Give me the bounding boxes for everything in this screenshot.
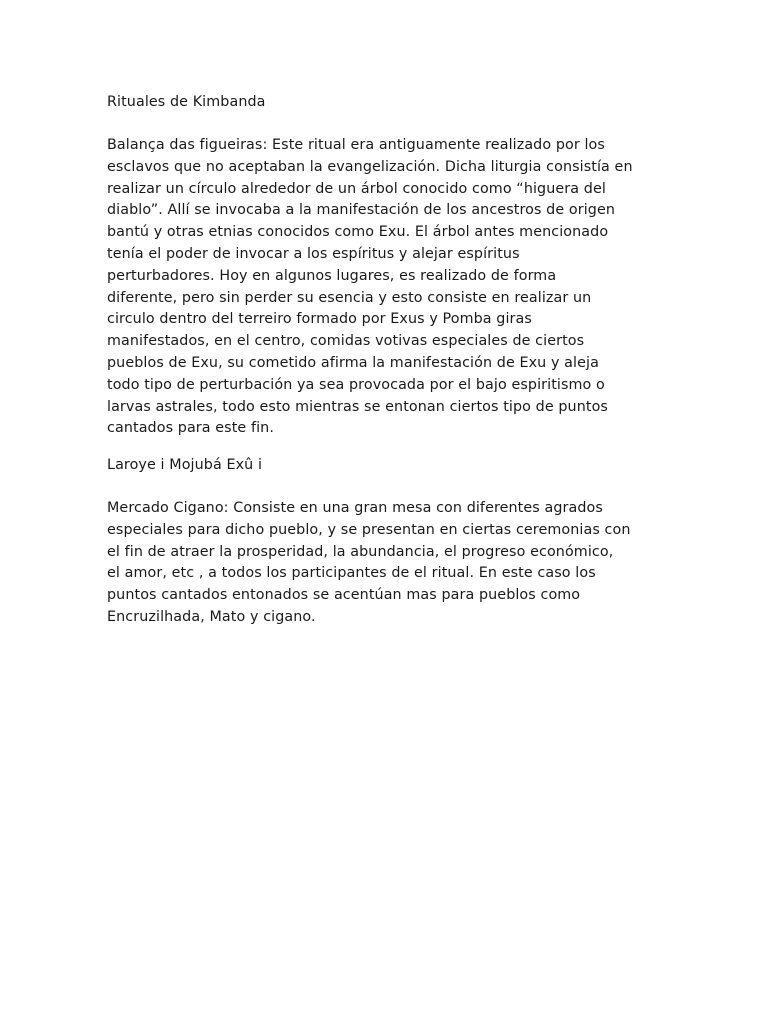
paragraph-line: larvas astrales, todo esto mientras se entonan ciertos tipo de puntos [107,398,608,415]
paragraph-line: puntos cantados entonados se acentúan mas para pueblos como [107,587,581,604]
paragraph-line: Balança das figueiras: Este ritual era antiguamente realizado por los [107,137,605,153]
paragraph-line: cantados para este fin. [107,420,274,437]
paragraph-line: Mercado Cigano: Consiste en una gran mesa con diferentes agrados [107,500,603,516]
salute-text: Laroye i Mojubá Exû i [107,457,263,473]
paragraph-line: todo tipo de perturbación ya sea provocada por el bajo espiritismo o [107,376,605,393]
paragraph-line: diablo”. Allí se invocaba a la manifestación de los ancestros de origen [107,202,616,219]
title-text: Rituales de Kimbanda [107,94,266,110]
paragraph-line: el fin de atraer la prosperidad, la abundancia, el progreso económico, [107,543,614,560]
paragraph-line: tenía el poder de invocar a los espíritus y alejar espíritus [107,245,520,262]
paragraph-line: bantú y otras etnias conocidos como Exu. El árbol antes mencionado [107,224,609,241]
paragraph-line: circulo dentro del terreiro formado por Exus y Pomba giras [107,311,532,328]
paragraph-line: esclavos que no aceptaban la evangelización. Dicha liturgia consistía en [107,158,633,175]
paragraph-line: pueblos de Exu, su cometido afirma la manifestación de Exu y aleja [107,354,599,371]
paragraph-line: realizar un círculo alrededor de un árbol conocido como “higuera del [107,180,606,197]
paragraph-line: especiales para dicho pueblo, y se presentan en ciertas ceremonias con [107,521,631,538]
paragraph-mercado-cigano [107,498,647,629]
paragraph-line: el amor, etc , a todos los participantes de el ritual. En este caso los [107,565,596,582]
salute-line [107,455,647,477]
paragraph-line: manifestados, en el centro, comidas votivas especiales de ciertos [107,333,585,350]
paragraph-line: Encruzilhada, Mato y cigano. [107,608,316,625]
document-title [107,92,647,114]
paragraph-balanca-das-figueiras [107,135,647,440]
paragraph-line: perturbadores. Hoy en algunos lugares, es realizado de forma [107,267,557,284]
paragraph-line: diferente, pero sin perder su esencia y esto consiste en realizar un [107,289,592,306]
